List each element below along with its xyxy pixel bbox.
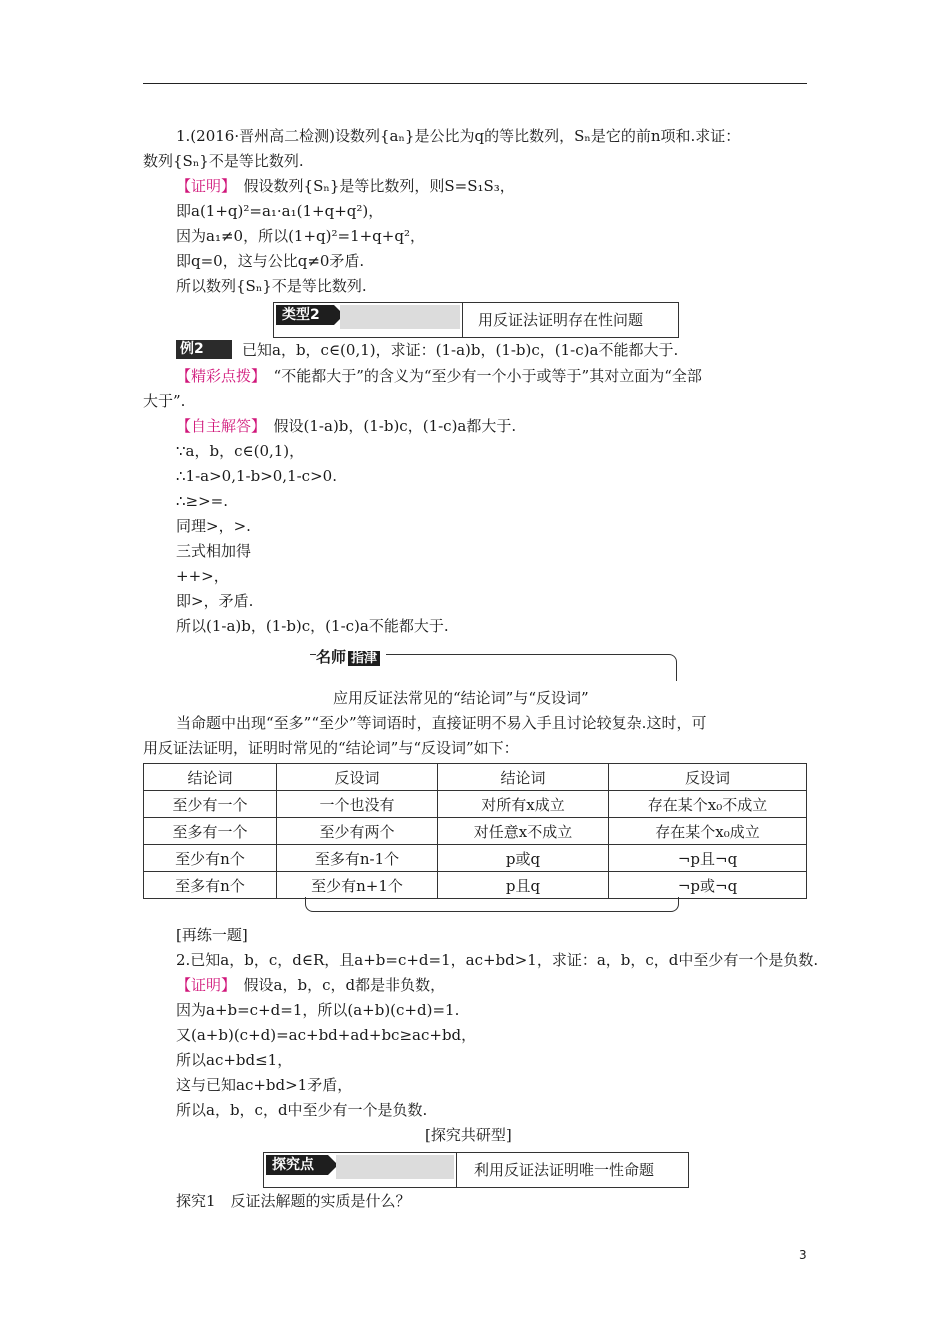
table-cell: 至多有一个 [144, 818, 277, 845]
table-cell: 至少有n+1个 [277, 872, 438, 899]
proof2-line5: 这与已知ac+bd>1矛盾， [176, 1076, 353, 1094]
tip-paragraph-line1: 当命题中出现“至多”“至少”等词语时，直接证明不易入手且讨论较复杂.这时，可 [176, 714, 707, 732]
solution-line6: 三式相加得 [176, 542, 252, 560]
solve-tag: 【自主解答】 [176, 417, 259, 435]
table-row [144, 872, 807, 899]
table-row [144, 818, 807, 845]
solution-line8: 即>，矛盾. [176, 592, 254, 610]
example2-hint-line1 [176, 366, 702, 386]
proof1-line4: 即q=0，这与公比q≠0矛盾. [176, 252, 365, 270]
table-cell: 反设词 [277, 764, 438, 791]
solution-line4: ∴≥>=. [176, 492, 229, 510]
type2-divider [462, 303, 463, 337]
proof1-line5: 所以数列{Sₙ}不是等比数列. [176, 277, 367, 295]
explore-divider [456, 1153, 457, 1187]
table-cell: p且q [438, 872, 609, 899]
table-cell: ¬p或¬q [609, 872, 807, 899]
type2-title: 用反证法证明存在性问题 [478, 311, 644, 329]
type2-header-box [273, 302, 679, 338]
table-row [144, 764, 807, 791]
proof2-line1 [176, 975, 445, 995]
proof-tag: 【证明】 [176, 177, 229, 195]
explore-question1: 探究1 反证法解题的实质是什么？ [176, 1192, 411, 1210]
proof2-line3: 又(a+b)(c+d)=ac+bd+ad+bc≥ac+bd， [176, 1026, 477, 1044]
proof1-line3: 因为a₁≠0，所以(1+q)²=1+q+q²， [176, 227, 425, 245]
table-cell: 至少有n个 [144, 845, 277, 872]
problem1-line1: 1.(2016·晋州高二检测)设数列{aₙ}是公比为q的等比数列，Sₙ是它的前n项和.求证： [176, 127, 741, 145]
table-cell: 至少有两个 [277, 818, 438, 845]
problem2-line1: 2.已知a，b，c，d∈R，且a+b=c+d=1，ac+bd>1，求证：a，b，c，d中至少有一个是负数. [176, 951, 819, 969]
proof2-line6: 所以a，b，c，d中至少有一个是负数. [176, 1101, 428, 1119]
solution-line5: 同理>，>. [176, 517, 251, 535]
table-cell: p或q [438, 845, 609, 872]
table-cell: 至多有n-1个 [277, 845, 438, 872]
tip-label [316, 646, 386, 668]
solution-line3: ∴1-a>0,1-b>0,1-c>0. [176, 467, 337, 485]
proof-tag: 【证明】 [176, 976, 229, 994]
example2-statement: 已知a，b，c∈(0,1)，求证：(1-a)b，(1-b)c，(1-c)a不能都大于. [242, 341, 679, 359]
page-number: 3 [799, 1248, 807, 1262]
table-row [144, 845, 807, 872]
hint-text: “不能都大于”的含义为“至少有一个小于或等于”其对立面为“全部 [273, 367, 702, 385]
table-row [144, 791, 807, 818]
tip-title: 应用反证法常见的“结论词”与“反设词” [333, 689, 589, 707]
tip-paragraph-line2: 用反证法证明，证明时常见的“结论词”与“反设词”如下： [143, 739, 519, 757]
proof1-line1 [176, 176, 515, 196]
table-cell: 对所有x成立 [438, 791, 609, 818]
table-cell: 结论词 [438, 764, 609, 791]
tip-label-badge: 指津 [348, 651, 380, 666]
explore-header-box [263, 1152, 689, 1188]
example2-badge [176, 340, 232, 359]
tip-bottom-bracket [305, 897, 679, 912]
solution-text: 假设(1-a)b，(1-b)c，(1-c)a都大于. [273, 417, 517, 435]
solution-line9: 所以(1-a)b，(1-b)c，(1-c)a不能都大于. [176, 617, 449, 635]
solution-line2: ∵a，b，c∈(0,1)， [176, 442, 305, 460]
table-cell: 存在某个x₀成立 [609, 818, 807, 845]
example2-badge-label: 例2 [180, 341, 204, 357]
proof1-line2: 即a(1+q)²=a₁·a₁(1+q+q²)， [176, 202, 384, 220]
table-cell: 结论词 [144, 764, 277, 791]
hint-tag: 【精彩点拨】 [176, 367, 259, 385]
proof2-line2: 因为a+b=c+d=1，所以(a+b)(c+d)=1. [176, 1001, 460, 1019]
explore-badge: 探究点 [266, 1155, 328, 1175]
table-cell: ¬p且¬q [609, 845, 807, 872]
proof2-line4: 所以ac+bd≤1， [176, 1051, 293, 1069]
tip-label-text: 名师 [316, 648, 347, 666]
table-cell: 至多有n个 [144, 872, 277, 899]
table-cell: 一个也没有 [277, 791, 438, 818]
header-rule [143, 83, 807, 84]
type2-badge: 类型2 [276, 305, 334, 325]
table-cell: 对任意x不成立 [438, 818, 609, 845]
explore-grey-bar [336, 1155, 454, 1179]
table-cell: 反设词 [609, 764, 807, 791]
solution-line1 [176, 416, 516, 436]
proof2-text: 假设a，b，c，d都是非负数， [243, 976, 446, 994]
type2-grey-bar [340, 305, 460, 329]
problem1-line2: 数列{Sₙ}不是等比数列. [143, 152, 304, 170]
explore-section-title: [探究共研型] [425, 1126, 512, 1144]
practice-heading: [再练一题] [176, 926, 248, 944]
example2-hint-line2: 大于”. [143, 392, 186, 410]
solution-line7: ++>， [176, 567, 229, 585]
proof1-text: 假设数列{Sₙ}是等比数列，则S=S₁S₃， [243, 177, 515, 195]
words-table [143, 763, 807, 899]
table-cell: 存在某个x₀不成立 [609, 791, 807, 818]
explore-title: 利用反证法证明唯一性命题 [474, 1161, 655, 1179]
table-cell: 至少有一个 [144, 791, 277, 818]
